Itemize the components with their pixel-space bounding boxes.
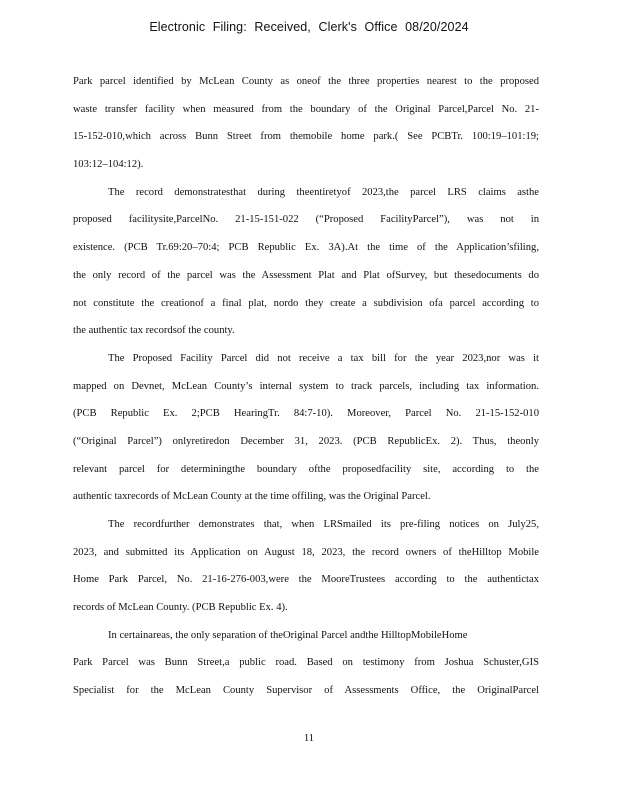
text-line: mapped on Devnet, McLean County’s internal system to track parcels, including tax information.	[73, 380, 539, 392]
text-line: The Proposed Facility Parcel did not receive a tax bill for the year 2023,nor was it	[108, 352, 539, 364]
text-line: not constitute the creationof a final plat, nordo they create a subdivision ofa parcel according to	[73, 297, 539, 309]
text-line: the authentic tax recordsof the county.	[73, 325, 235, 337]
text-line: relevant parcel for determiningthe boundary ofthe proposedfacility site, according to the	[73, 463, 539, 475]
page-number: 11	[303, 733, 315, 744]
text-line: authentic taxrecords of McLean County at the time offiling, was the Original Parcel.	[73, 491, 431, 503]
text-line: existence. (PCB Tr.69:20–70:4; PCB Republic Ex. 3A).At the time of the Application’sfiling,	[73, 242, 539, 254]
text-line: 2023, and submitted its Application on August 18, 2023, the record owners of theHilltop Mobile	[73, 546, 539, 558]
text-line: 103:12–104:12).	[73, 159, 144, 171]
text-line: In certainareas, the only separation of theOriginal Parcel andthe HilltopMobileHome	[108, 629, 468, 641]
text-line: The record demonstratesthat during theentiretyof 2023,the parcel LRS claims asthe	[108, 186, 539, 198]
filing-header: Electronic Filing: Received, Clerk's Office 08/20/2024	[149, 20, 469, 34]
text-line: proposed facilitysite,ParcelNo. 21-15-151-022 (“Proposed FacilityParcel”), was not in	[73, 214, 539, 226]
text-line: waste transfer facility when measured from the boundary of the Original Parcel,Parcel No. 21-	[73, 103, 539, 115]
text-line: The recordfurther demonstrates that, when LRSmailed its pre-filing notices on July25,	[108, 519, 539, 530]
text-line: Specialist for the McLean County Supervisor of Assessments Office, the OriginalParcel	[73, 685, 539, 697]
text-line: Park Parcel was Bunn Street,a public road. Based on testimony from Joshua Schuster,GIS	[73, 657, 539, 669]
text-line: Home Park Parcel, No. 21-16-276-003,were the MooreTrustees according to the authentictax	[73, 574, 539, 586]
body-text	[73, 68, 539, 705]
text-line: Park parcel identified by McLean County as oneof the three properties nearest to the proposed	[73, 76, 539, 87]
text-line: (“Original Parcel”) onlyretiredon December 31, 2023. (PCB RepublicEx. 2). Thus, theonly	[73, 435, 539, 447]
text-line: (PCB Republic Ex. 2;PCB HearingTr. 84:7-10). Moreover, Parcel No. 21-15-152-010	[73, 408, 539, 420]
text-line: 15-152-010,which across Bunn Street from themobile home park.( See PCBTr. 100:19–101:19;	[73, 131, 539, 143]
text-line: the only record of the parcel was the Assessment Plat and Plat ofSurvey, but thesedocuments do	[73, 269, 539, 281]
text-line: records of McLean County. (PCB Republic Ex. 4).	[73, 602, 288, 614]
